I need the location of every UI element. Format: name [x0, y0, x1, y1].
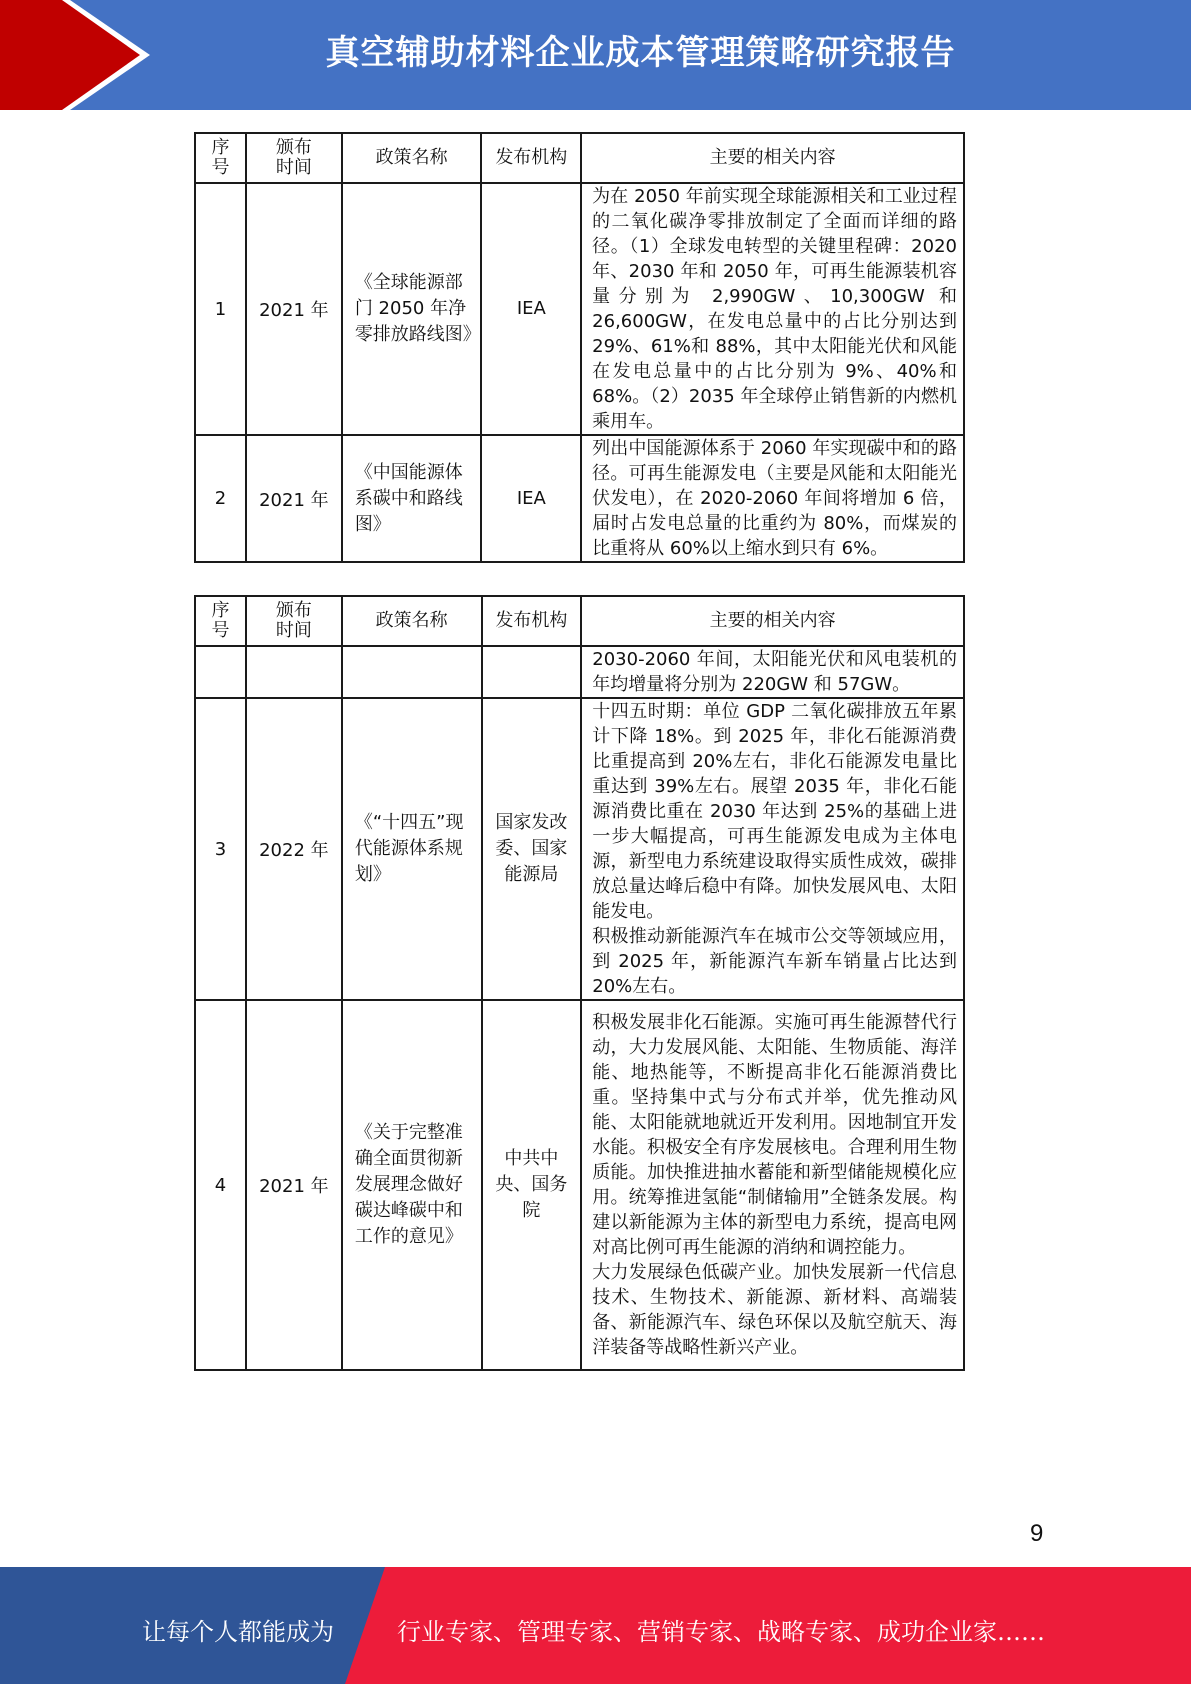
content-paragraph: 列出中国能源体系于 2060 年实现碳中和的路径。可再生能源发电（主要是风能和太阳能光伏发电），在 2020-2060 年间将增加 6 倍，届时占发电总量的比重约为 80%，而煤炭的比重将从 60%以上缩水到只有 6%。	[592, 438, 957, 559]
row-org: 国家发改委、国家能源局	[482, 698, 582, 1000]
row-no: 4	[195, 1000, 246, 1370]
header-no: 序号	[195, 596, 246, 646]
table-row	[195, 1000, 964, 1370]
footer-slogan-right: 行业专家、管理专家、营销专家、战略专家、成功企业家……	[397, 1618, 1045, 1646]
row-content	[581, 698, 964, 1000]
row-org: IEA	[481, 435, 581, 562]
row-date: 2021 年	[246, 435, 342, 562]
row-content	[581, 183, 964, 435]
page-title: 真空辅助材料企业成本管理策略研究报告	[325, 33, 956, 73]
header-content: 主要的相关内容	[581, 133, 964, 183]
table-row	[195, 183, 964, 435]
row-date	[246, 646, 342, 698]
page-number: 9	[1030, 1520, 1044, 1547]
row-content	[581, 1000, 964, 1370]
policy-table-2	[194, 595, 965, 1371]
table-row	[195, 435, 964, 562]
header-date: 颁布时间	[246, 596, 342, 646]
header-no: 序号	[195, 133, 246, 183]
row-no: 1	[195, 183, 246, 435]
header-date: 颁布时间	[246, 133, 342, 183]
row-content	[581, 435, 964, 562]
row-org	[482, 646, 582, 698]
row-policy-name: 《关于完整准确全面贯彻新发展理念做好碳达峰碳中和工作的意见》	[342, 1000, 482, 1370]
header-arrow-icon	[0, 0, 140, 110]
table-row	[195, 698, 964, 1000]
row-org: IEA	[481, 183, 581, 435]
content-paragraph: 2030-2060 年间，太阳能光伏和风电装机的年均增量将分别为 220GW 和 57GW。	[592, 649, 957, 695]
row-no: 2	[195, 435, 246, 562]
content-paragraph: 积极推动新能源汽车在城市公交等领域应用，到 2025 年，新能源汽车新车销量占比达到 20%左右。	[592, 926, 957, 997]
row-date: 2021 年	[246, 183, 342, 435]
row-no: 3	[195, 698, 246, 1000]
row-policy-name: 《中国能源体系碳中和路线图》	[342, 435, 482, 562]
header-name: 政策名称	[342, 133, 482, 183]
page-header	[0, 0, 1191, 110]
header-content: 主要的相关内容	[581, 596, 964, 646]
policy-table-1	[194, 132, 965, 563]
header-name: 政策名称	[342, 596, 482, 646]
row-org: 中共中央、国务院	[482, 1000, 582, 1370]
footer-slogan-left: 让每个人都能成为	[142, 1618, 334, 1646]
content-paragraph: 大力发展绿色低碳产业。加快发展新一代信息技术、生物技术、新能源、新材料、高端装备、新能源汽车、绿色环保以及航空航天、海洋装备等战略性新兴产业。	[592, 1262, 957, 1358]
row-policy-name	[342, 646, 482, 698]
row-policy-name: 《“十四五”现代能源体系规划》	[342, 698, 482, 1000]
content-paragraph: 为在 2050 年前实现全球能源相关和工业过程的二氧化碳净零排放制定了全面而详细的路径。（1）全球发电转型的关键里程碑：2020 年、2030 年和 2050 年，可再生能源装机容量分别为 2,990GW、10,300GW 和26,600GW，在发电总量中的占比分别达到 29%、61%和 88%，其中太阳能光伏和风能在发电总量中的占比分别为 9%、40%和68%。（2）2035 年全球停止销售新的内燃机乘用车。	[592, 186, 957, 432]
content-paragraph: 积极发展非化石能源。实施可再生能源替代行动，大力发展风能、太阳能、生物质能、海洋能、地热能等，不断提高非化石能源消费比重。坚持集中式与分布式并举，优先推动风能、太阳能就地就近开发利用。因地制宜开发水能。积极安全有序发展核电。合理利用生物质能。加快推进抽水蓄能和新型储能规模化应用。统筹推进氢能“制储输用”全链条发展。构建以新能源为主体的新型电力系统，提高电网对高比例可再生能源的消纳和调控能力。	[592, 1012, 957, 1258]
table-header-row	[195, 133, 964, 183]
row-policy-name: 《全球能源部门 2050 年净零排放路线图》	[342, 183, 482, 435]
header-org: 发布机构	[481, 133, 581, 183]
row-no	[195, 646, 246, 698]
table-row	[195, 646, 964, 698]
row-date: 2022 年	[246, 698, 342, 1000]
content-paragraph: 十四五时期：单位 GDP 二氧化碳排放五年累计下降 18%。到 2025 年，非化石能源消费比重提高到 20%左右，非化石能源发电量比重达到 39%左右。展望 2035 年，非化石能源消费比重在 2030 年达到 25%的基础上进一步大幅提高，可再生能源发电成为主体电源，新型电力系统建设取得实质性成效，碳排放总量达峰后稳中有降。加快发展风电、太阳能发电。	[592, 701, 957, 922]
row-date: 2021 年	[246, 1000, 342, 1370]
table-header-row	[195, 596, 964, 646]
header-org: 发布机构	[482, 596, 582, 646]
row-content	[581, 646, 964, 698]
